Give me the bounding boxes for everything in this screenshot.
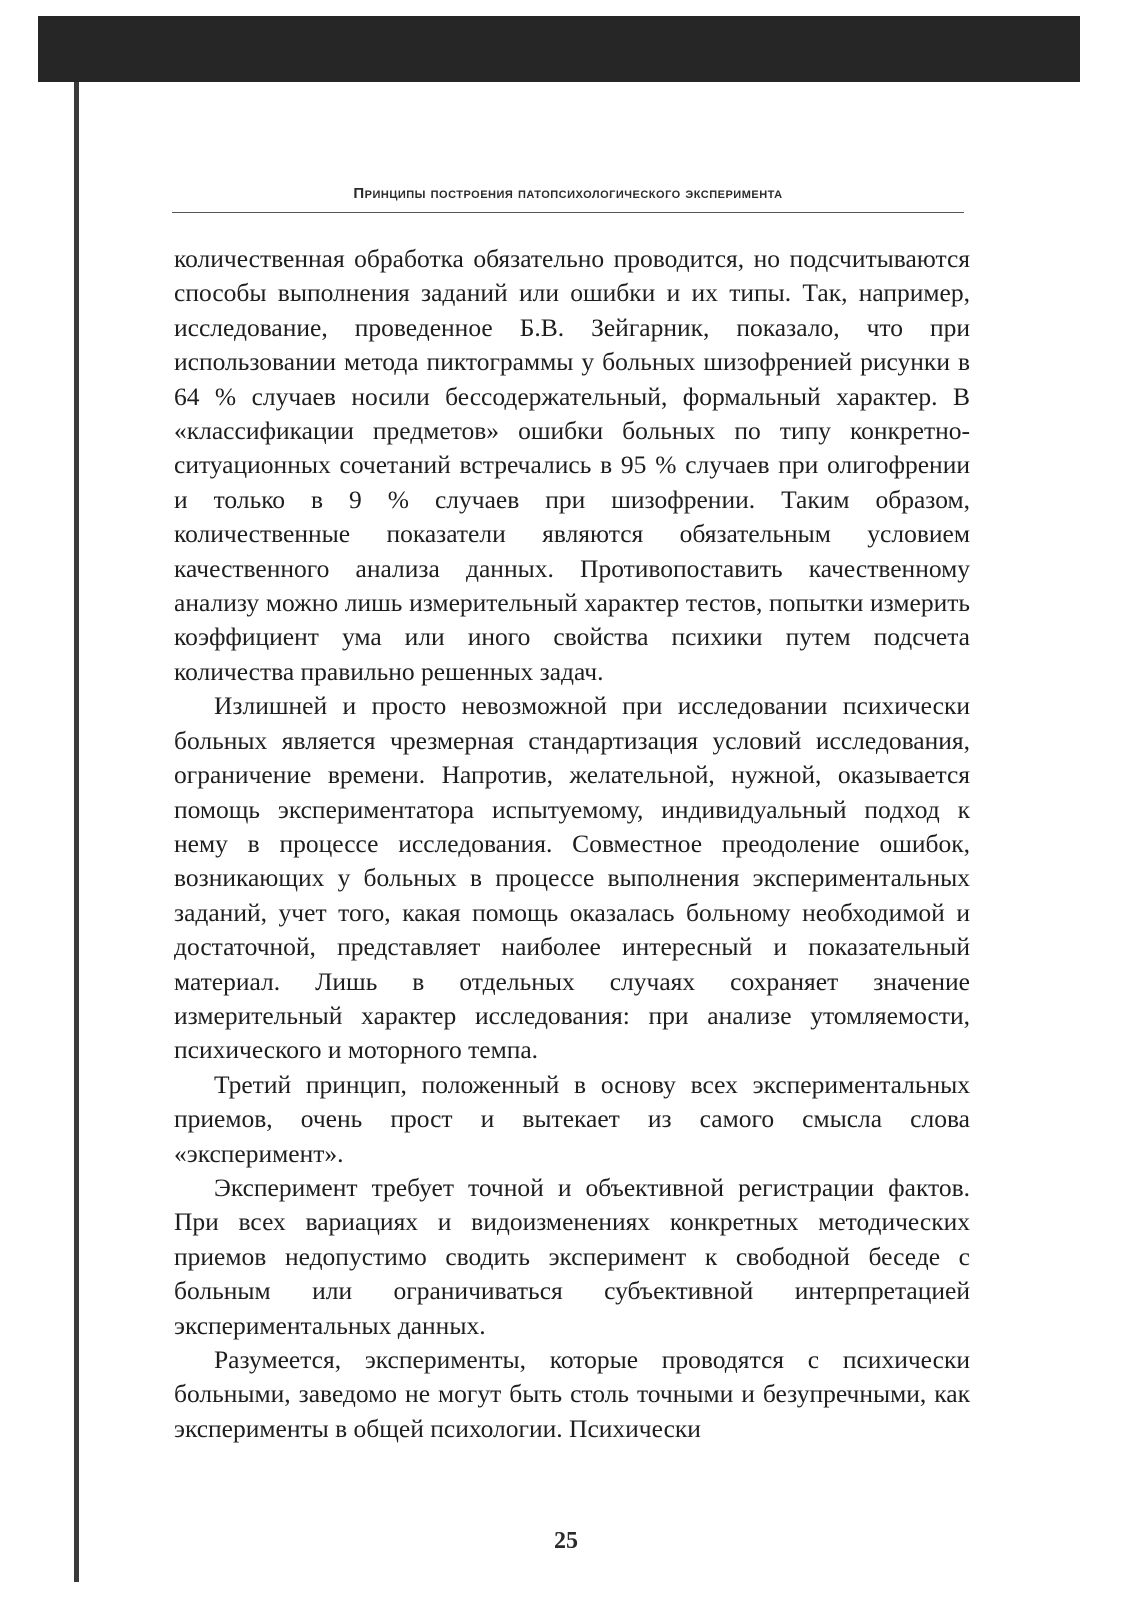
paragraph: Третий принцип, положенный в основу всех экспериментальных приемов, очень прост и вытекает из самого смысла слова «эксперимент».	[174, 1069, 970, 1168]
page-number: 25	[554, 1528, 578, 1554]
running-head	[172, 180, 964, 213]
paragraph: количественная обработка обязательно проводится, но подсчитываются способы выполнения заданий или ошибки и их типы. Так, например, исследование, проведенное Б.В. Зейгарник, показало, что при использовании метода пиктограммы у больных шизофренией рисунки в 64 % случаев носили бессодержательный, формальный характер. В «классификации предметов» ошибки больных по типу конкретно-ситуационных сочетаний встречались в 95 % случаев при олигофрении и только в 9 % случаев при шизофрении. Таким образом, количественные показатели являются обязательным условием качественного анализа данных. Противопоставить качественному анализу можно лишь измерительный характер тестов, попытки измерить коэффициент ума или иного свойства психики путем подсчета количества правильно решенных задач.	[174, 244, 970, 686]
page-top-band	[38, 16, 1080, 82]
paragraph: Излишней и просто невозможной при исследовании психически больных является чрезмерная стандартизация условий исследования, ограничение времени. Напротив, желательной, нужной, оказывается помощь экспериментатора испытуемому, индивидуальный подход к нему в процессе исследования. Совместное преодоление ошибок, возникающих у больных в процессе выполнения экспериментальных заданий, учет того, какая помощь оказалась больному необходимой и достаточной, представляет наиболее интересный и показательный материал. Лишь в отдельных случаях сохраняет значение измерительный характер исследования: при анализе утомляемости, психического и моторного темпа.	[174, 691, 970, 1065]
page-body	[174, 242, 970, 1446]
paragraph: Разумеется, эксперименты, которые проводятся с психически больными, заведомо не могут быть столь точными и безупречными, как эксперименты в общей психологии. Психически	[174, 1345, 970, 1443]
page-left-margin-rule	[74, 82, 79, 1582]
paragraph: Эксперимент требует точной и объективной регистрации фактов. При всех вариациях и видоизменениях конкретных методических приемов недопустимо сводить эксперимент к свободной беседе с больным или ограничиваться субъективной интерпретацией экспериментальных данных.	[174, 1172, 970, 1340]
running-head-title: Принципы построения патопсихологического эксперимента	[353, 185, 783, 202]
